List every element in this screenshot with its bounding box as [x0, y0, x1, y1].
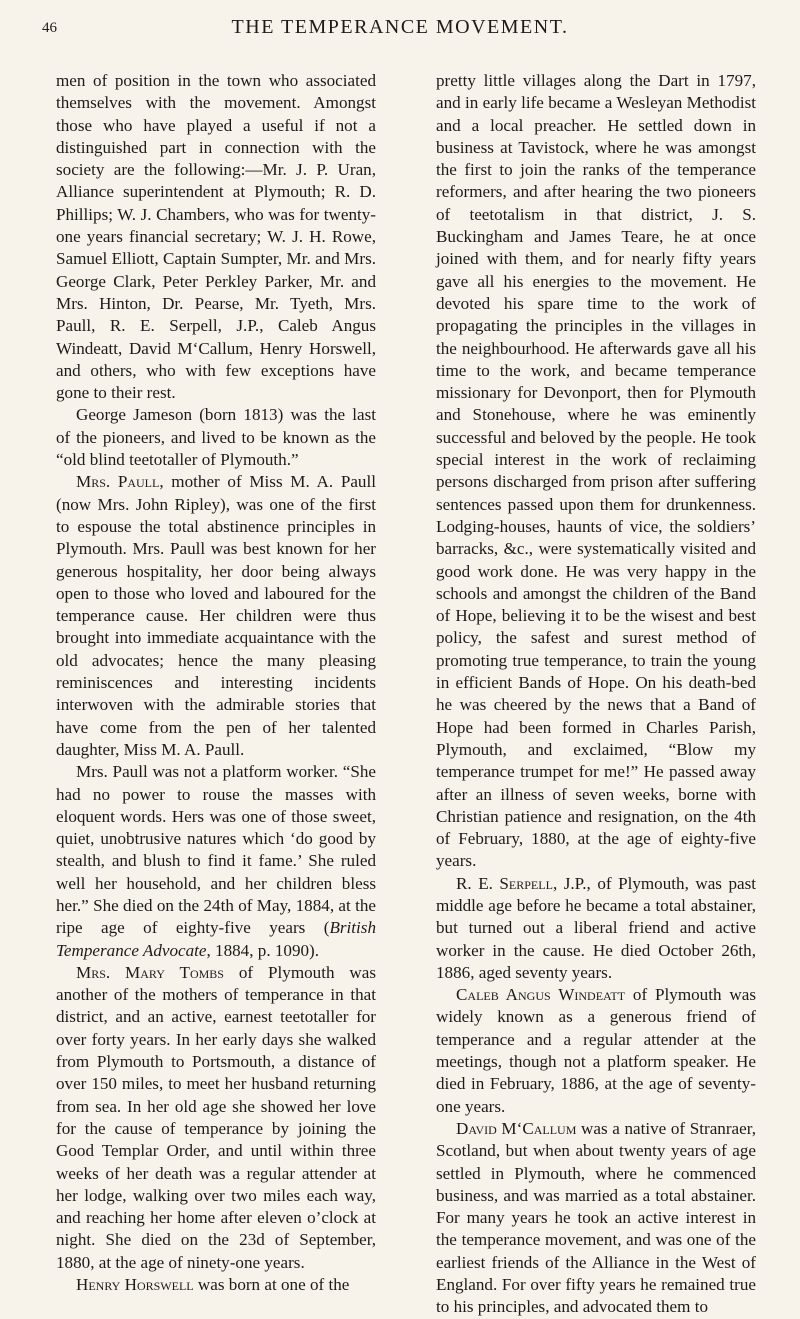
paragraph-text: of Plymouth was widely known as a generous friend of temperance and a regular attender at the meetings, though not a platform speaker. He died in February, 1886, at the age of seventy-one years.	[436, 985, 756, 1116]
paragraph	[436, 984, 756, 1118]
person-name: Henry Horswell	[76, 1275, 194, 1295]
right-column	[436, 70, 756, 1319]
paragraph	[56, 962, 376, 1274]
paragraph-text: of Plymouth was another of the mothers of temperance in that district, and an active, earnest teetotaller for over forty years. In her early days she walked from Plymouth to Portsmouth, a distance of over 150 miles, to meet her husband returning from sea. In her old age she showed her love for the cause of temperance by joining the Good Templar Order, and until within three weeks of her death was a regular attender at her lodge, walking over two miles each way, and reaching her home after eleven o’clock at night. She died on the 23d of September, 1880, at the age of ninety-one years.	[56, 962, 377, 1272]
paragraph: George Jameson (born 1813) was the last of the pioneers, and lived to be known as the “old blind teetotaller of Plymouth.”	[56, 405, 376, 470]
page-number: 46	[42, 20, 57, 36]
person-name: R. E. Serpell	[456, 873, 553, 893]
paragraph	[436, 873, 756, 984]
running-head: THE TEMPERANCE MOVEMENT.	[231, 16, 569, 38]
person-name: David M‘Callum	[456, 1118, 577, 1138]
paragraph	[56, 761, 376, 962]
person-name: Caleb Angus Windeatt	[456, 985, 626, 1005]
paragraph	[436, 1118, 756, 1319]
person-name: Mrs. Paull	[76, 472, 160, 492]
paragraph: pretty little villages along the Dart in 1797, and in early life became a Wesleyan Methodist and a local preacher. He settled down in business at Tavistock, where he was amongst the first to join the ranks of the temperance reformers, and after hearing the two pioneers of teetotalism in that district, J. S. Buckingham and James Teare, he at once joined with them, and for nearly fifty years gave all his energies to the movement. He devoted his spare time to the work of propagating the principles in the villages in the neighbourhood. He afterwards gave all his time to the work, and became temperance missionary for Devonport, then for Plymouth and Stonehouse, where he was eminently successful and beloved by the people. He took special interest in the work of reclaiming persons discharged from prison after suffering sentences passed upon them for drunkenness. Lodging-houses, haunts of vice, the soldiers’ barracks, &c., were systematically visited and good work done. He was very happy in the schools and amongst the children of the Band of Hope, believing it to be the wisest and best policy, the safest and surest method of promoting true temperance, to train the young in efficient Bands of Hope. On his death-bed he was cheered by the news that a Band of Hope had been formed in Charles Parish, Plymouth, and exclaimed, “Blow my temperance trumpet for me!” He passed away after an illness of seven weeks, borne with Christian patience and resignation, on the 4th of February, 1880, at the age of eighty-five years.	[436, 71, 756, 871]
paragraph	[56, 471, 376, 761]
paragraph-text: , 1884, p. 1090).	[206, 940, 320, 960]
paragraph-text: , mother of Miss M. A. Paull (now Mrs. John Ripley), was one of the first to espouse the total abstinence principles in Plymouth. Mrs. Paull was best known for her generous hospitality, her door being always open to those who loved and laboured for the temperance cause. Her children were thus brought into immediate acquaintance with the old advocates; hence the many pleasing reminiscences and interesting incidents interwoven with the admirable stories that have come from the pen of her talented daughter, Miss M. A. Paull.	[56, 472, 376, 759]
person-name: Mrs. Mary Tombs	[76, 962, 224, 982]
left-column	[56, 70, 376, 1296]
paragraph-text: was a native of Stranraer, Scotland, but when about twenty years of age settled in Plymouth, where he commenced business, and was married as a total abstainer. For many years he took an active interest in the temperance movement, and was one of the earliest friends of the Alliance in the West of England. For over fifty years he remained true to his principles, and advocated them to	[436, 1118, 756, 1317]
citation-title: British Temperance Advocate	[56, 918, 376, 960]
paragraph: men of position in the town who associated themselves with the movement. Amongst those who have played a useful if not a distinguished part in connection with the society are the following:—Mr. J. P. Uran, Alliance superintendent at Plymouth; R. D. Phillips; W. J. Chambers, who was for twenty-one years financial secretary; W. J. H. Rowe, Samuel Elliott, Captain Sumpter, Mr. and Mrs. George Clark, Peter Perkley Parker, Mr. and Mrs. Hinton, Dr. Pearse, Mr. Tyeth, Mrs. Paull, R. E. Serpell, J.P., Caleb Angus Windeatt, David M‘Callum, Henry Horswell, and others, who with few exceptions have gone to their rest.	[56, 71, 376, 403]
paragraph	[56, 1274, 376, 1296]
paragraph-text: , J.P., of Plymouth, was past middle age before he became a total abstainer, but turned out a liberal friend and active worker in the cause. He died October 26th, 1886, aged seventy years.	[436, 873, 756, 982]
paragraph-text: was born at one of the	[193, 1275, 350, 1295]
paragraph-text: Mrs. Paull was not a platform worker. “She had no power to rouse the masses with eloquent words. Hers was one of those sweet, quiet, unobtrusive natures which ‘do good by stealth, and blush to find it fame.’ She ruled well her household, and her children bless her.” She died on the 24th of May, 1884, at the ripe age of eighty-five years (	[56, 762, 376, 938]
